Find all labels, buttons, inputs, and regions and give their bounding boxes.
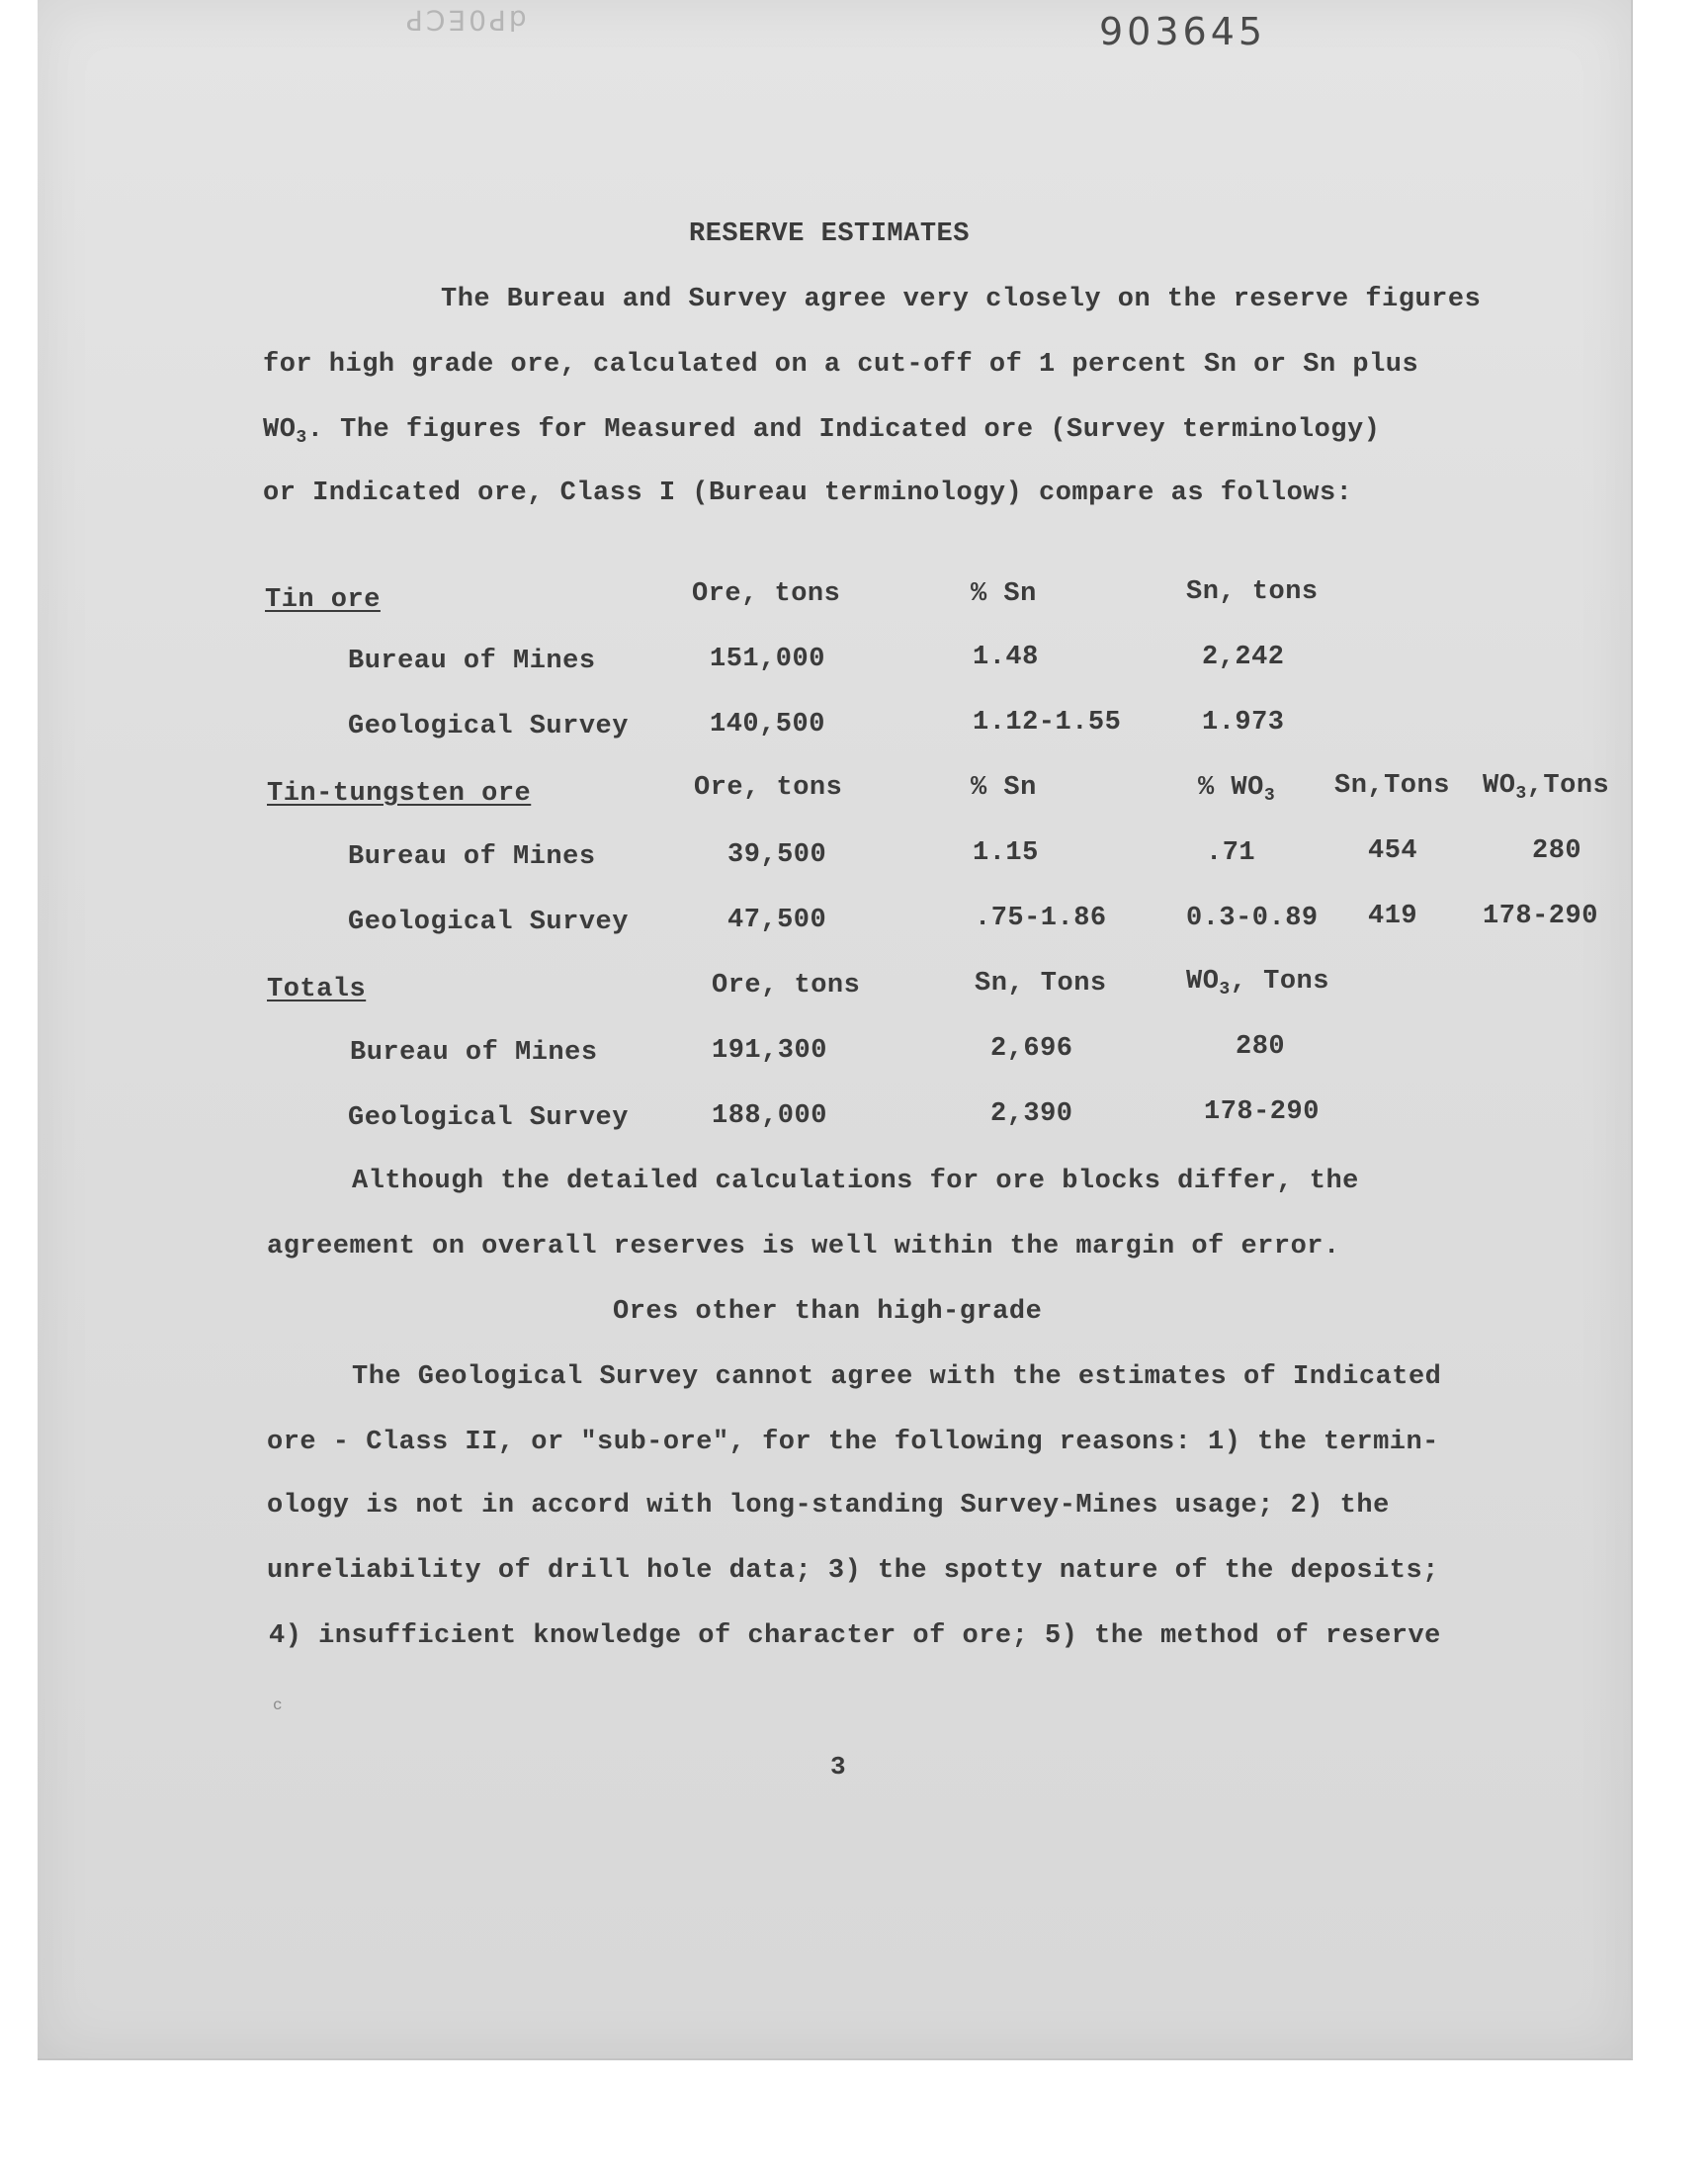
table-cell: 47,500 [727,906,827,935]
intro-line-4: or Indicated ore, Class I (Bureau terminology) compare as follows: [263,478,1353,508]
table-cell: 2,696 [990,1034,1073,1064]
reasons-line-5: 4) insufficient knowledge of character of ore; 5) the method of reserve [269,1621,1441,1651]
table-row-label: Bureau of Mines [348,842,596,872]
table-header: Sn,Tons [1334,771,1450,801]
table-cell: .75-1.86 [975,904,1107,933]
subheading: Ores other than high-grade [613,1297,1043,1327]
table-row-label: Bureau of Mines [348,647,596,676]
table-row-label: Geological Survey [348,1103,629,1133]
table-header: % Sn [971,773,1037,803]
reasons-line-1: The Geological Survey cannot agree with the estimates of Indicated [352,1362,1442,1392]
table-cell: 1.12-1.55 [973,708,1122,738]
table-cell: 419 [1368,902,1418,931]
section-label-totals: Totals [267,975,367,1004]
table-header: % $WO_3$ [1198,773,1276,806]
reasons-line-4: unreliability of drill hole data; 3) the spotty nature of the deposits; [267,1556,1439,1586]
table-cell: 1.48 [973,643,1039,672]
section-label-tin-ore: Tin ore [265,585,381,615]
table-cell: 2,390 [990,1099,1073,1129]
table-cell: 178-290 [1483,902,1598,931]
table-cell: 188,000 [712,1101,827,1131]
reasons-line-2: ore - Class II, or "sub-ore", for the following reasons: 1) the termin- [267,1428,1439,1457]
table-cell: 39,500 [727,840,827,870]
table-cell: 0.3-0.89 [1186,904,1319,933]
ghost-stamp: dP0ECP [403,4,527,37]
table-cell: 1.15 [973,838,1039,868]
table-cell: .71 [1206,838,1256,868]
table-cell: 178-290 [1204,1097,1320,1127]
table-header: Sn, tons [1186,577,1319,607]
reasons-line-3: ology is not in accord with long-standing Survey-Mines usage; 2) the [267,1491,1390,1521]
table-header: $WO_3,Tons$ [1483,771,1610,804]
table-cell: 280 [1532,836,1582,866]
table-cell: 191,300 [712,1036,827,1066]
page-title: RESERVE ESTIMATES [689,219,970,249]
table-header: Ore, tons [694,773,843,803]
table-cell: 140,500 [710,710,825,740]
footer-mark: c [273,1696,283,1714]
table-row-label: Bureau of Mines [350,1038,598,1068]
table-cell: 1.973 [1202,708,1285,738]
intro-line-2: for high grade ore, calculated on a cut-off of 1 percent Sn or Sn plus [263,350,1419,380]
table-header: $WO_3$, Tons [1186,967,1329,1000]
table-header: Ore, tons [692,579,841,609]
table-cell: 151,000 [710,645,825,674]
table-cell: 454 [1368,836,1418,866]
table-header: Ore, tons [712,971,861,1000]
table-header: % Sn [971,579,1037,609]
document-number-stamp: 903645 [1099,10,1267,53]
intro-line-1: The Bureau and Survey agree very closely on the reserve figures [441,285,1482,314]
table-header: Sn, Tons [975,969,1107,999]
page-number: 3 [830,1752,847,1782]
intro-line-3: $WO_3$. The figures for Measured and Indicated ore (Survey terminology) [263,415,1381,448]
table-cell: 280 [1236,1032,1286,1062]
table-cell: 2,242 [1202,643,1285,672]
table-row-label: Geological Survey [348,908,629,937]
table-row-label: Geological Survey [348,712,629,741]
conclusion-line-1: Although the detailed calculations for ore blocks differ, the [352,1167,1359,1196]
conclusion-line-2: agreement on overall reserves is well within the margin of error. [267,1232,1340,1262]
section-label-tin-tungsten-ore: Tin-tungsten ore [267,779,532,809]
